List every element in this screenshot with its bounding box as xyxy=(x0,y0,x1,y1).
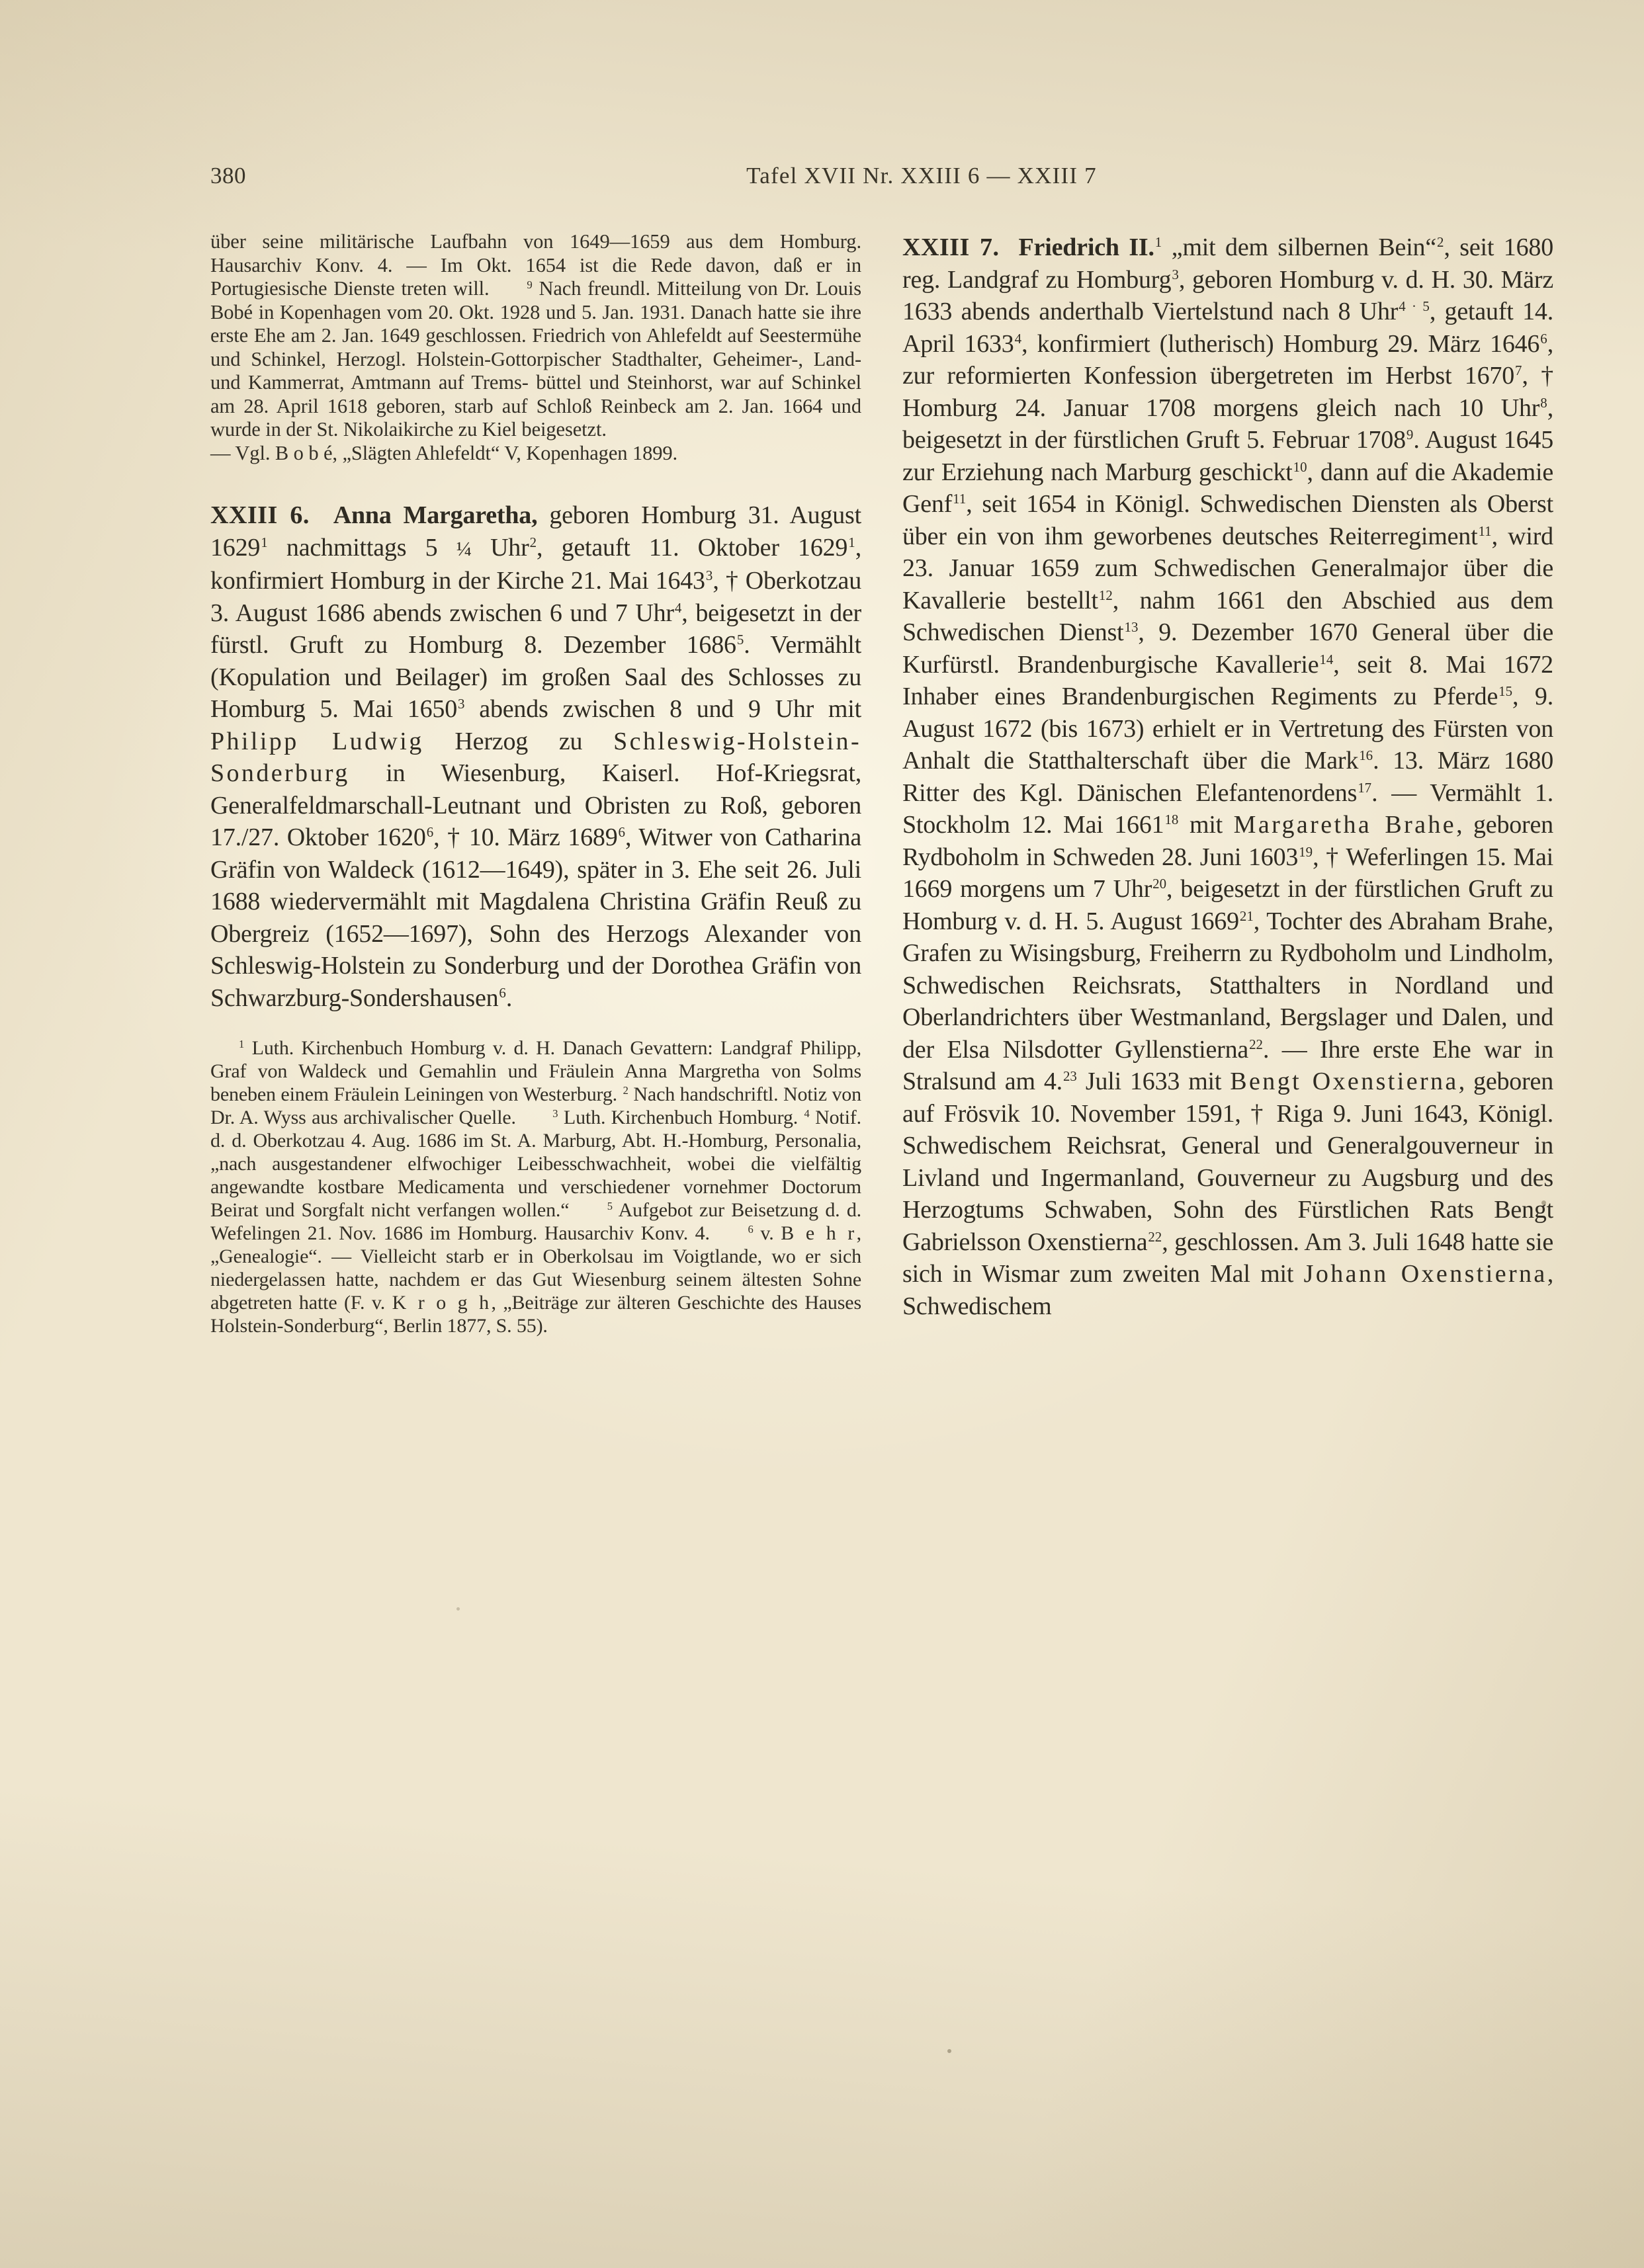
running-head xyxy=(210,163,1553,201)
entry-text: geboren Homburg 31. August 1629 xyxy=(210,501,862,562)
note-line: und Schinkel, Herzogl. Holstein-Gottorpischer Stadthalter, xyxy=(210,347,703,370)
continuation-note-last-line: — Vgl. B o b é, „Slägten Ahlefeldt“ V, Kopenhagen 1899. xyxy=(210,441,678,464)
cited-author-krogh: K r o g h xyxy=(392,1292,492,1314)
entry-text: , geboren Rydboholm in Schweden 28. Juni 1603 xyxy=(902,811,1553,871)
footnote-marker: 6 xyxy=(1540,330,1547,347)
entry-text: , geboren Homburg v. d. H. 30. März 1633 abends anderthalb Viertelstund nach 8 Uhr xyxy=(902,265,1553,325)
note-line: treten will. xyxy=(401,277,490,300)
entry-text: , seit 1654 in Königl. Schwedischen Diensten als Oberst über ein von ihm geworbenes deutsches Reiterregiment xyxy=(902,490,1553,550)
note-line: über seine militärische Laufbahn von 1649—1659 aus xyxy=(210,230,713,253)
note-line: die Rede davon, daß er in Portugiesische Dienste xyxy=(210,253,861,300)
entry-text: nachmittags 5 xyxy=(267,533,456,562)
entry-text: Juli 1633 mit xyxy=(1076,1068,1231,1095)
entry-text: , † 10. März 1689 xyxy=(433,823,618,851)
footnote-marker: 23 xyxy=(1062,1068,1077,1085)
entry-text: , nahm 1661 den Abschied aus dem Schwedischen Dienst xyxy=(902,586,1553,646)
entry-text: mit xyxy=(1178,811,1234,839)
entry-number: XXIII 7. xyxy=(902,233,1000,261)
footnote-text: Luth. Kirchenbuch Homburg. xyxy=(563,1107,799,1128)
entry-text: . — Ihre erste Ehe war in Stralsund am 4. xyxy=(902,1035,1553,1095)
entry-text: , † Weferlingen 15. Mai 1669 morgens um 7 Uhr xyxy=(902,843,1553,903)
continuation-note xyxy=(210,230,861,442)
footnote-marker: 6 xyxy=(426,824,434,841)
footnote-text: Luth. Kirchenbuch Homburg v. d. H. Danach Gevattern: Landgraf Philipp, Graf von Waldeck und Gemahlin und Fräulein Anna Margretha von Solms beneben einem Fräulein Leiningen von Westerburg. xyxy=(210,1037,861,1105)
note-line: dem Homburg. Hausarchiv Konv. 4. — Im Okt. 1654 ist xyxy=(210,230,861,276)
entry-text: . 13. März 1680 Ritter des Kgl. Dänischen Elefantenordens xyxy=(902,747,1553,807)
note-line: und wurde in der St. Nikolaikirche zu Kiel beigesetzt. xyxy=(210,394,861,441)
note-line: 1618 geboren, starb auf Schloß Reinbeck am 2. Jan. 1664 xyxy=(327,394,823,417)
entry-text: abends zwischen 8 und 9 Uhr mit xyxy=(464,695,861,723)
footnote-marker: 2 xyxy=(623,1083,628,1097)
footnote-marker: 11 xyxy=(953,491,967,507)
footnote-marker: 14 xyxy=(1319,651,1334,667)
spouse-name-johann-oxenstierna: Johann Oxenstierna xyxy=(1303,1260,1547,1288)
entry-text: , konfirmiert Homburg in der Kirche 21. Mai 1643 xyxy=(210,533,861,595)
entry-text: , † Homburg 24. Januar 1708 morgens gleich nach 10 Uhr xyxy=(902,362,1553,422)
footnote-marker: 1 xyxy=(261,534,268,550)
entry-text: , beigesetzt in der fürstl. Gruft zu Homburg 8. Dezember 1686 xyxy=(210,599,861,659)
footnote-marker: 15 xyxy=(1498,683,1513,700)
folio-number: 380 xyxy=(210,163,246,189)
footnote-marker: 9 xyxy=(1406,427,1414,443)
spouse-name: Philipp Ludwig xyxy=(210,727,424,755)
left-column xyxy=(210,230,861,1337)
footnote-marker: 19 xyxy=(1299,843,1313,860)
footnote-marker: 2 xyxy=(529,534,537,550)
entry-text: , konfirmiert (lutherisch) Homburg 29. März 1646 xyxy=(1021,329,1540,358)
footnote-marker: 3 xyxy=(1172,266,1179,282)
footnote-marker: 7 xyxy=(1515,362,1522,379)
footnote-block xyxy=(210,1036,861,1337)
entry-person-name: Anna Margaretha, xyxy=(333,501,538,529)
entry-text: , getauft 11. Oktober 1629 xyxy=(537,533,848,562)
entry-text: , beigesetzt in der fürstlichen Gruft zu Homburg v. d. H. 5. August 1669 xyxy=(902,875,1553,935)
footnote-marker: 4 xyxy=(804,1107,810,1120)
footnote-marker: 18 xyxy=(1164,812,1179,828)
running-title: Tafel XVII Nr. XXIII 6 — XXIII 7 xyxy=(746,163,1097,189)
footnote-marker: 17 xyxy=(1358,779,1372,796)
note-line: geschlossen. Friedrich von Ahlefeldt auf Seestermühe xyxy=(425,324,861,347)
entry-text: , beigesetzt in der fürstlichen Gruft 5. Februar 1708 xyxy=(902,394,1553,454)
entry-number: XXIII 6. xyxy=(210,501,310,529)
footnote-marker: 20 xyxy=(1152,876,1167,892)
entry-text: , zur reformierten Konfession übergetreten im Herbst 1670 xyxy=(902,329,1553,390)
spouse-name-margaretha-brahe: Margaretha Brahe xyxy=(1233,811,1457,839)
footnote-marker: 22 xyxy=(1249,1036,1263,1052)
footnote-marker: 5 xyxy=(736,632,744,648)
right-column xyxy=(902,230,1553,1322)
footnote-marker: 13 xyxy=(1124,619,1139,636)
footnote-marker: 1 xyxy=(848,534,855,550)
footnote-text: v. xyxy=(760,1222,781,1244)
footnote-marker: 3 xyxy=(552,1107,558,1120)
footnote-marker: 6 xyxy=(499,984,506,1001)
entry-text: , † Oberkotzau 3. August 1686 abends zwischen 6 und 7 Uhr xyxy=(210,567,861,627)
footnote-marker: 22 xyxy=(1148,1228,1162,1245)
footnote-marker: 16 xyxy=(1359,747,1373,764)
entry-epithet: „mit dem silbernen Bein“ xyxy=(1162,233,1437,261)
note-line: Nach freundl. Mitteilung von Dr. Louis xyxy=(539,277,861,300)
entry-text: , dann auf die Akademie Genf xyxy=(902,458,1553,518)
footnote-marker: 3 xyxy=(705,567,713,584)
entry-text: in Wiesenburg, Kaiserl. Hof-Kriegsrat, Generalfeldmarschall-Leutnant und Obristen zu Roß, geboren 17./27. Oktober 1620 xyxy=(210,759,861,851)
entry-person-name: Friedrich II. xyxy=(1018,233,1154,261)
cited-author-behr: B e h r xyxy=(781,1222,857,1244)
footnote-marker: 1 xyxy=(239,1037,245,1050)
footnote-marker: 3 xyxy=(458,696,465,712)
entry-text: . — Vermählt 1. Stockholm 12. Mai 1661 xyxy=(902,778,1553,839)
footnote-marker: 6 xyxy=(618,824,625,841)
entry-text: . Vermählt (Kopulation und Beilager) im großen Saal des Schlosses zu Homburg 5. Mai 1650 xyxy=(210,631,861,723)
footnote-run xyxy=(210,1036,861,1337)
entry-text: , seit 1680 reg. Landgraf zu Homburg xyxy=(902,233,1553,294)
footnote-text: Notif. d. d. Oberkotzau 4. Aug. 1686 im St. A. Marburg, Abt. H.-Homburg, Personalia, „nach ausgestandener elfwochiger Leibesschwachheit, wobei die vielfältig angewandte kostbare Medicamenta und verschiedener vornehmer Doctorum Beirat und Sorgfalt nicht verfangen wollen.“ xyxy=(210,1107,861,1221)
footnote-marker: 6 xyxy=(748,1222,754,1236)
footnote-text: , „Beiträge zur älteren Geschichte des Hauses Holstein-Sonderburg“, Berlin 1877, S. 55). xyxy=(210,1292,861,1337)
text-columns xyxy=(210,230,1553,1337)
footnote-marker: 4 · 5 xyxy=(1399,298,1430,315)
footnote-marker: 1 xyxy=(1154,234,1162,251)
footnote-text: Aufgebot zur Beisetzung d. d. Wefelingen 21. Nov. 1686 im Homburg. Hausarchiv Konv. 4. xyxy=(210,1199,862,1244)
entry-text: , getauft 14. April 1633 xyxy=(902,298,1553,358)
paper-speck xyxy=(947,2049,951,2053)
footnote-marker: 12 xyxy=(1098,587,1113,603)
entry-text: . August 1645 zur Erziehung nach Marburg geschickt xyxy=(902,426,1554,486)
footnote-text: , „Genealogie“. — Vielleicht starb er in Oberkolsau im Voigtlande, wo er sich niedergelassen hatte, nachdem er das Gut Wiesenburg seinem ältesten Sohne abgetreten hatte (F. v. xyxy=(210,1222,862,1314)
fraction-quarter: ¼ xyxy=(456,536,472,560)
entry-text: , geboren auf Frösvik 10. November 1591, † Riga 9. Juni 1643, Königl. Schwedischem Reichsrat, General und Generalgouverneur in Livland und Ingermanland, Gouverneur zu Augsburg und des Herzogtums Schwaben, Sohn des Fürstlichen Rats Bengt Gabrielsson Oxenstierna xyxy=(902,1068,1554,1256)
note-line: Bobé in Kopenhagen vom 20. Okt. 1928 und 5. Jan. xyxy=(210,300,634,323)
spouse-name-bengt-oxenstierna: Bengt Oxenstierna xyxy=(1230,1068,1459,1095)
paper-speck xyxy=(456,1607,460,1611)
footnote-marker: 4 xyxy=(674,599,682,616)
entry-text: , 9. August 1672 (bis 1673) erhielt er in Vertretung des Fürsten von Anhalt die Statthalterschaft über die Mark xyxy=(902,683,1554,775)
footnote-text: Nach handschriftl. Notiz von Dr. A. Wyss aus archivalischer Quelle. xyxy=(210,1083,861,1128)
footnote-marker: 5 xyxy=(607,1199,613,1212)
entry-xxiii-6 xyxy=(210,499,861,1014)
entry-text: . xyxy=(505,984,513,1012)
footnote-marker: 11 xyxy=(1478,523,1492,539)
entry-text: , seit 8. Mai 1672 Inhaber eines Brandenburgischen Regiments zu Pferde xyxy=(902,650,1553,710)
entry-text: , Witwer von Catharina Gräfin von Waldeck (1612—1649), später in 3. Ehe seit 26. Juli 1688 wiedervermählt mit Magdalena Christina Gräfin Reuß zu Obergreiz (1652—1697), Sohn des Herzogs Alexander von Schleswig-Holstein zu Sonderburg und der Dorothea Gräfin von Schwarzburg-Sondershausen xyxy=(210,823,861,1012)
entry-text: , Tochter des Abraham Brahe, Grafen zu Wisingsburg, Freiherrn zu Rydboholm und Lindholm, Schwedischen Reichsrats, Statthalters in Nordland und Oberlandrichters über Westmanland, Bergslager und Dalen, und der Elsa Nilsdotter Gyllenstierna xyxy=(902,907,1553,1064)
entry-text: Herzog zu xyxy=(423,727,614,755)
entry-xxiii-7 xyxy=(902,231,1553,1322)
footnote-marker: 21 xyxy=(1239,907,1254,924)
footnote-marker: 4 xyxy=(1014,330,1022,347)
page-body xyxy=(210,163,1553,1337)
entry-text: , wird 23. Januar 1659 zum Schwedischen Generalmajor über die Kavallerie bestellt xyxy=(902,522,1553,614)
spouse-house: Schleswig-Holstein-Sonderburg xyxy=(210,727,861,787)
footnote-marker: 2 xyxy=(1437,234,1444,251)
entry-text: , 9. Dezember 1670 General über die Kurfürstl. Brandenburgische Kavallerie xyxy=(902,618,1553,679)
note-line: Geheimer-, Land- und Kammerrat, Amtmann auf Trems- xyxy=(210,347,861,394)
entry-text: , Schwedischem xyxy=(902,1260,1554,1320)
note-line: 1931. Danach hatte sie ihre erste Ehe am 2. Jan. 1649 xyxy=(210,300,861,347)
entry-text: Uhr xyxy=(471,533,529,562)
footnote-marker: 10 xyxy=(1293,458,1307,475)
note-line: büttel und Steinhorst, war auf Schinkel am 28. April xyxy=(210,371,861,417)
entry-text: , geschlossen. Am 3. Juli 1648 hatte sie sich in Wismar zum zweiten Mal mit xyxy=(902,1228,1553,1288)
footnote-marker: 8 xyxy=(1540,394,1547,411)
footnote-marker-9: 9 xyxy=(527,278,533,291)
